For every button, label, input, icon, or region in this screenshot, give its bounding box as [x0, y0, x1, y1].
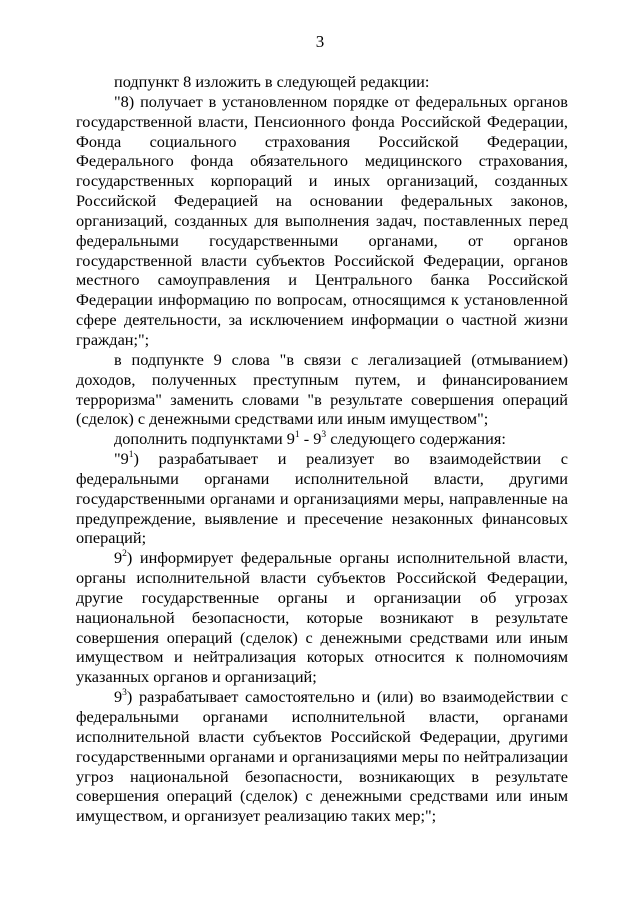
superscript: 1 [294, 429, 300, 440]
add-subitems-after: следующего содержания: [326, 429, 506, 449]
paragraph-subitem-9-2 [76, 548, 568, 687]
subitem-number: 9 [114, 548, 123, 568]
subitem-text: ) информирует федеральные органы исполнительной власти, органы исполнительной власти субъектов Российской Федерации, другие государственные органы и организации об угрозах национальной безопасности, которые возникают в результате совершения операций (сделок) с денежными средствами или иным имуществом и нейтрализация которых относится к полномочиям указанных органов и организаций; [76, 548, 568, 687]
paragraph-add-subitems [76, 429, 568, 449]
add-subitems-before: дополнить подпунктами 9 [114, 429, 295, 449]
subitem-text: ) разрабатывает и реализует во взаимодействии с федеральными органами исполнительной власти, другими государственными органами и организациями меры, направленные на предупреждение, выявление и пресечение незаконных финансовых операций; [76, 449, 568, 548]
superscript: 2 [122, 548, 127, 559]
paragraph-subitem-8-intro: подпункт 8 изложить в следующей редакции: [114, 72, 430, 91]
paragraph-subitem-9-3 [76, 687, 568, 826]
superscript: 3 [321, 429, 327, 440]
document-body [76, 72, 568, 826]
paragraph-subitem-8-text: "8) получает в установленном порядке от федеральных органов государственной власти, Пенсионного фонда Российской Федерации, Фонда социального страхования Российской Федерации, Федерального фонда обязательного медицинского страхования, государственных корпораций и иных организаций, созданных Российской Федерацией на основании федеральных законов, организаций, созданных для выполнения задач, поставленных перед федеральными государственными органами, от органов государственной власти субъектов Российской Федерации, органов местного самоуправления и Центрального банка Российской Федерации информацию по вопросам, относящимся к установленной сфере деятельности, за исключением информации о частной жизни граждан;"; [76, 91, 568, 349]
superscript: 3 [122, 687, 127, 698]
superscript: 1 [128, 449, 134, 460]
subitem-number: "9 [114, 449, 129, 469]
add-subitems-mid: - 9 [299, 429, 322, 449]
paragraph-subitem-9-1 [76, 449, 568, 548]
subitem-number: 9 [114, 687, 123, 707]
page-number: 3 [315, 32, 325, 51]
subitem-text: ) разрабатывает самостоятельно и (или) во взаимодействии с федеральными органами исполнительной власти, органами исполнительной власти субъектов Российской Федерации, другими государственными органами и организациями меры по нейтрализации угроз национальной безопасности, возникающих в результате совершения операций (сделок) с денежными средствами или иным имуществом, и организует реализацию таких мер;"; [76, 687, 568, 826]
paragraph-subitem-9-change: в подпункте 9 слова "в связи с легализацией (отмыванием) доходов, полученных преступным путем, и финансированием терроризма" заменить словами "в результате совершения операций (сделок) с денежными средствами или иным имуществом"; [76, 349, 568, 429]
